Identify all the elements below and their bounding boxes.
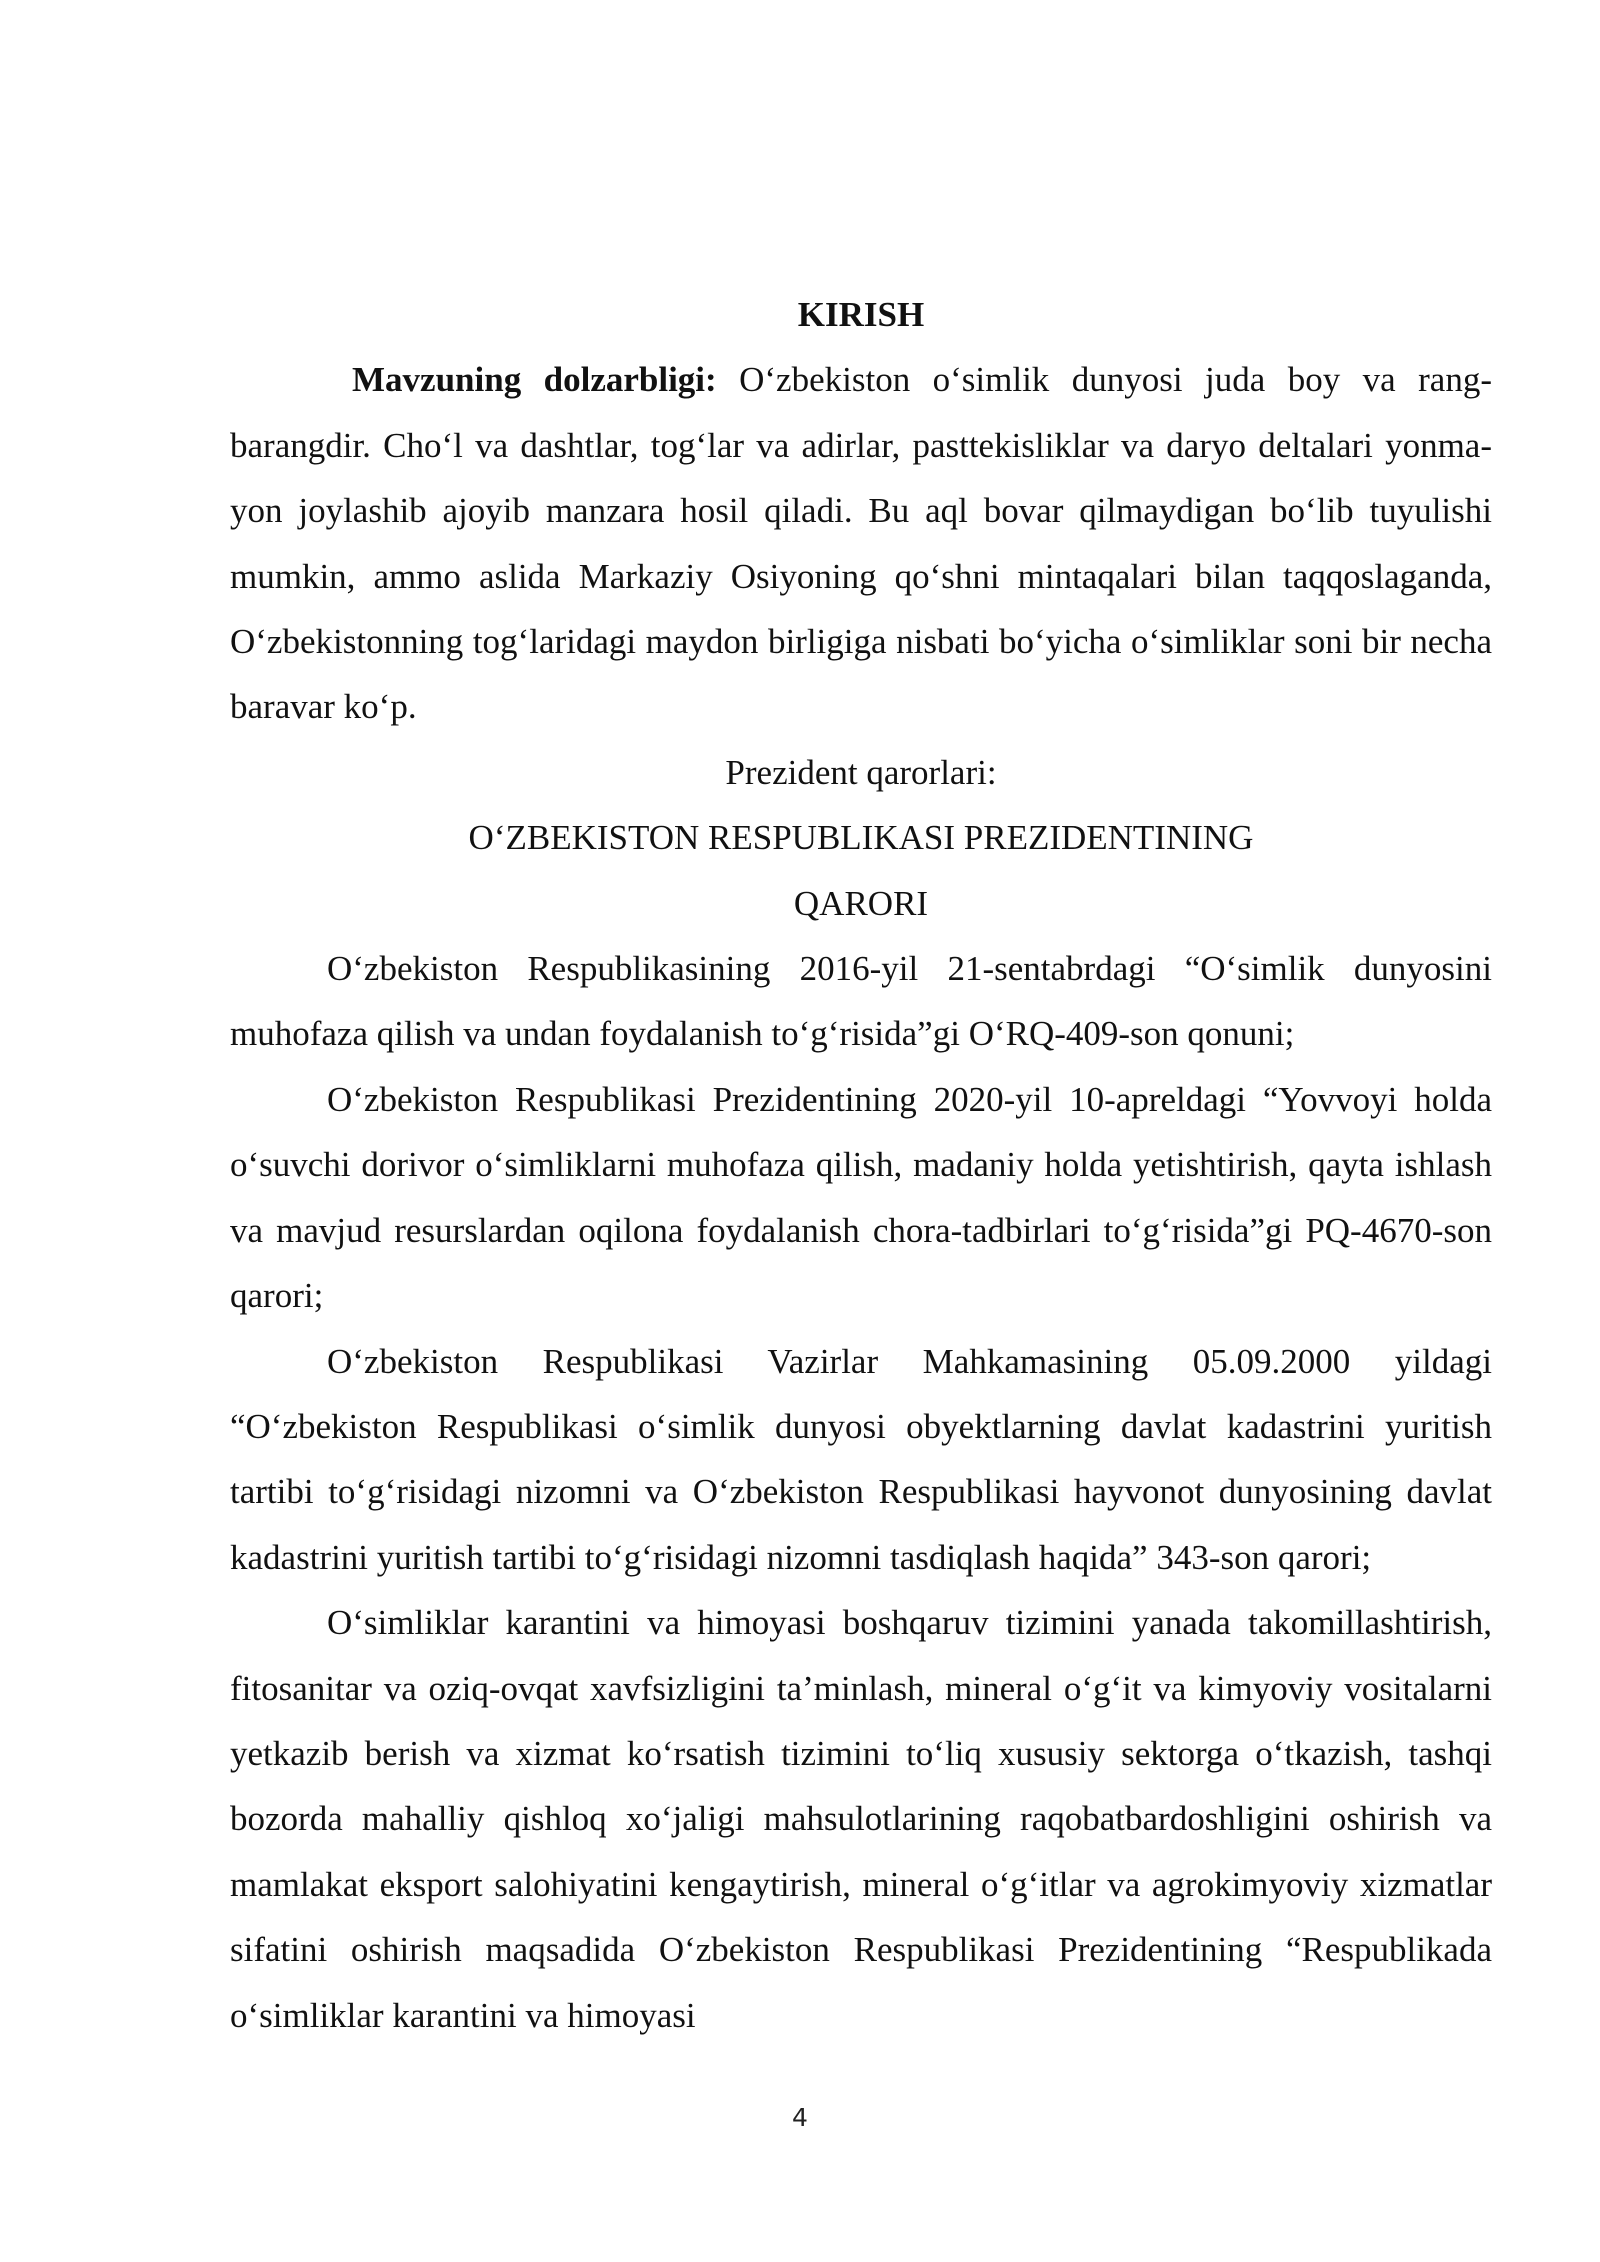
intro-lead: Mavzuning dolzarbligi: — [352, 360, 717, 400]
section-heading: KIRISH — [797, 295, 925, 334]
subheading: Prezident qarorlari: — [725, 752, 997, 792]
paragraph-plant-quarantine: O‘simliklar karantini va himoyasi boshqaruv tizimini yanada takomillashtirish, fitosanitar va oziq-ovqat xavfsizligini ta’minlash, mineral o‘g‘it va kimyoviy vositalarni yetkazib berish va xizmat ko‘rsatish tizimini to‘liq xususiy sektorga o‘tkazish, tashqi bozorda mahalliy qishloq xo‘jaligi mahsulotlarining raqobatbardoshligini oshirish va mamlakat eksport salohiyatini kengaytirish, mineral o‘g‘itlar va agrokimyoviy xizmatlar sifatini oshirish maqsadida O‘zbekiston Respublikasi Prezidentining “Respublikada o‘simliklar karantini va himoyasi — [230, 1603, 1492, 2035]
paragraph-law-409: O‘zbekiston Respublikasining 2016-yil 21-sentabrdagi “O‘simlik dunyosini muhofaza qilish va undan foydalanish to‘g‘risida”gi O‘RQ-409-son qonuni; — [230, 949, 1492, 1054]
paragraph-pq-4670: O‘zbekiston Respublikasi Prezidentining 2020-yil 10-apreldagi “Yovvoyi holda o‘suvchi dorivor o‘simliklarni muhofaza qilish, madaniy holda yetishtirish, qayta ishlash va mavjud resurslardan oqilona foydalanish chora-tadbirlari to‘g‘risida”gi PQ-4670-son qarori; — [230, 1079, 1492, 1316]
intro-text: O‘zbekiston o‘simlik dunyosi juda boy va rang-barangdir. Cho‘l va dashtlar, tog‘lar va adirlar, pasttekisliklar va daryo deltalari yonma-yon joylashib ajoyib manzara hosil qiladi. Bu aql bovar qilmaydigan bo‘lib tuyulishi mumkin, ammo aslida Markaziy Osiyoning qo‘shni mintaqalari bilan taqqoslaganda, O‘zbekistonning tog‘laridagi maydon birligiga nisbati bo‘yicha o‘simliklar soni bir necha baravar ko‘p. — [230, 360, 1492, 727]
intro-paragraph — [230, 347, 1492, 739]
decree-title-line1: O‘ZBEKISTON RESPUBLIKASI PREZIDENTINING — [468, 818, 1254, 858]
decree-title-line2: QARORI — [793, 883, 929, 923]
page-number: 4 — [792, 2103, 808, 2132]
page-body — [230, 282, 1492, 2048]
paragraph-resolution-343: O‘zbekiston Respublikasi Vazirlar Mahkamasining 05.09.2000 yildagi “O‘zbekiston Respublikasi o‘simlik dunyosi obyektlarning davlat kadastrini yuritish tartibi to‘g‘risidagi nizomni va O‘zbekiston Respublikasi hayvonot dunyosining davlat kadastrini yuritish tartibi to‘g‘risidagi nizomni tasdiqlash haqida” 343-son qarori; — [230, 1341, 1492, 1577]
